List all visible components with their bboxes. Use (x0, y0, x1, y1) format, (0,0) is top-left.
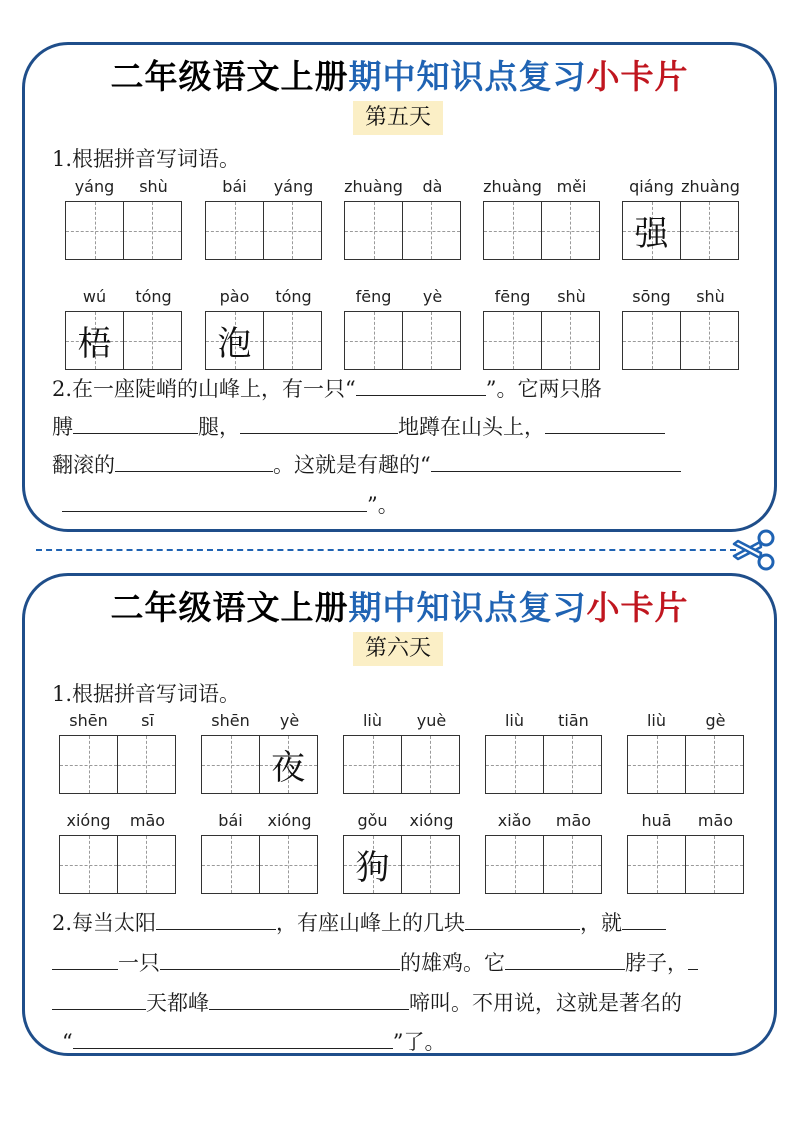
pinyin-text: shēn (69, 711, 108, 730)
pinyin-text: sōng (632, 287, 671, 306)
pinyin-text: shù (696, 287, 725, 306)
writing-cell[interactable] (201, 835, 260, 894)
pinyin-text: xióng (409, 811, 454, 830)
fill-blank[interactable] (545, 408, 665, 434)
fill-blank[interactable] (62, 486, 367, 512)
pinyin-text: liù (646, 711, 667, 730)
card-title: 二年级语文上册期中知识点复习小卡片 (110, 588, 689, 627)
pinyin-text: liù (504, 711, 525, 730)
pinyin-text: sī (141, 711, 154, 730)
pinyin-text: fēng (355, 287, 392, 306)
writing-cell[interactable] (622, 311, 681, 370)
fill-blank[interactable] (465, 904, 580, 930)
writing-cell[interactable] (543, 735, 602, 794)
word-item (201, 809, 319, 899)
writing-cell[interactable] (485, 735, 544, 794)
word-item (205, 175, 323, 265)
pinyin-text: shēn (211, 711, 250, 730)
pinyin-text: xióng (267, 811, 312, 830)
question-1-label: 1.根据拼音写词语。 (52, 147, 241, 171)
writing-cell[interactable] (680, 311, 739, 370)
writing-cell[interactable] (485, 835, 544, 894)
fill-blank[interactable] (115, 446, 273, 472)
pinyin-text: yáng (273, 177, 314, 196)
pinyin-text: xióng (66, 811, 111, 830)
writing-cell[interactable] (627, 735, 686, 794)
writing-cell[interactable] (59, 835, 118, 894)
text-line: “ ”了。 (62, 1023, 446, 1059)
writing-cell[interactable] (65, 201, 124, 260)
fill-blank[interactable] (505, 944, 625, 970)
word-item (343, 809, 461, 899)
writing-cell[interactable] (263, 311, 322, 370)
pinyin-text: yáng (74, 177, 115, 196)
writing-cell[interactable] (483, 201, 542, 260)
writing-cell[interactable] (344, 311, 403, 370)
word-item (627, 709, 745, 799)
word-item (622, 285, 740, 375)
pinyin-text: qiáng (629, 177, 674, 196)
pinyin-text: bái (218, 811, 243, 830)
fill-blank[interactable] (622, 904, 666, 930)
pinyin-text: shù (557, 287, 586, 306)
writing-cell[interactable] (205, 201, 264, 260)
pinyin-text: yuè (416, 711, 447, 730)
review-card-day6 (22, 573, 777, 1056)
word-item (343, 709, 461, 799)
word-item (65, 285, 183, 375)
writing-cell[interactable]: 强 (622, 201, 681, 260)
writing-cell[interactable] (543, 835, 602, 894)
pinyin-text: xiǎo (497, 811, 532, 830)
writing-cell[interactable] (401, 835, 460, 894)
pinyin-text: māo (129, 811, 166, 830)
pinyin-text: tiān (558, 711, 589, 730)
writing-cell[interactable] (402, 311, 461, 370)
text-line: 膊 腿， 地蹲在山头上， (52, 408, 665, 444)
writing-cell[interactable] (401, 735, 460, 794)
pinyin-row-2 (65, 809, 745, 899)
word-item (483, 285, 601, 375)
text-line: ”。 (62, 486, 399, 522)
writing-cell[interactable] (627, 835, 686, 894)
word-item (627, 809, 745, 899)
word-item (344, 175, 462, 265)
word-item (483, 175, 601, 265)
pinyin-text: yè (279, 711, 300, 730)
pinyin-text: gè (705, 711, 726, 730)
fill-blank[interactable] (52, 984, 146, 1010)
pinyin-text: wú (82, 287, 107, 306)
writing-cell[interactable] (541, 311, 600, 370)
pinyin-text: tóng (135, 287, 172, 306)
pinyin-text: māo (555, 811, 592, 830)
word-item (59, 709, 177, 799)
word-item (201, 709, 319, 799)
writing-cell[interactable] (59, 735, 118, 794)
pinyin-row-2 (65, 285, 745, 375)
writing-cell[interactable] (117, 835, 176, 894)
fill-blank[interactable] (73, 408, 198, 434)
writing-cell[interactable] (117, 735, 176, 794)
pinyin-text: tóng (275, 287, 312, 306)
pinyin-row-1 (65, 175, 745, 265)
writing-cell[interactable] (263, 201, 322, 260)
writing-cell[interactable] (483, 311, 542, 370)
pinyin-text: zhuàng (483, 177, 542, 196)
scissors-icon (730, 528, 780, 572)
pinyin-text: zhuàng (681, 177, 740, 196)
cut-line (36, 549, 736, 551)
writing-cell[interactable]: 夜 (259, 735, 318, 794)
writing-cell[interactable] (123, 311, 182, 370)
day-label: 第五天 (353, 101, 443, 135)
pinyin-text: dà (422, 177, 443, 196)
pinyin-text: yè (422, 287, 443, 306)
text-line: 2.在一座陡峭的山峰上，有一只“ ”。它两只胳 (52, 370, 602, 406)
word-item (344, 285, 462, 375)
fill-blank[interactable] (356, 370, 486, 396)
writing-cell[interactable]: 狗 (343, 835, 402, 894)
fill-blank[interactable] (73, 1023, 393, 1049)
fill-blank[interactable] (160, 944, 400, 970)
writing-cell[interactable] (201, 735, 260, 794)
writing-cell[interactable]: 泡 (205, 311, 264, 370)
day-label: 第六天 (353, 632, 443, 666)
pinyin-text: fēng (494, 287, 531, 306)
writing-cell[interactable] (343, 735, 402, 794)
pinyin-text: zhuàng (344, 177, 403, 196)
writing-cell[interactable] (344, 201, 403, 260)
writing-cell[interactable] (680, 201, 739, 260)
pinyin-text: pào (219, 287, 250, 306)
writing-cell[interactable] (402, 201, 461, 260)
question-1-label: 1.根据拼音写词语。 (52, 682, 241, 706)
text-line: 翻滚的 。这就是有趣的“ (52, 446, 681, 482)
word-item (485, 809, 603, 899)
word-item (485, 709, 603, 799)
pinyin-text: huā (641, 811, 672, 830)
word-item (65, 175, 183, 265)
fill-blank[interactable] (52, 944, 118, 970)
word-item (622, 175, 740, 265)
pinyin-text: liù (362, 711, 383, 730)
writing-cell[interactable] (685, 735, 744, 794)
writing-cell[interactable] (685, 835, 744, 894)
text-line: 一只 的雄鸡。它 脖子， (52, 944, 698, 980)
pinyin-text: gǒu (357, 811, 388, 830)
writing-cell[interactable] (541, 201, 600, 260)
fill-blank[interactable] (688, 944, 698, 970)
writing-cell[interactable] (259, 835, 318, 894)
writing-cell[interactable] (123, 201, 182, 260)
text-line: 2.每当太阳 ，有座山峰上的几块 ，就 (52, 904, 666, 940)
fill-blank[interactable] (431, 446, 681, 472)
pinyin-row-1 (65, 709, 745, 799)
text-line: 天都峰 啼叫。不用说，这就是著名的 (52, 984, 682, 1020)
writing-cell[interactable]: 梧 (65, 311, 124, 370)
word-item (205, 285, 323, 375)
fill-blank[interactable] (209, 984, 409, 1010)
pinyin-text: māo (697, 811, 734, 830)
pinyin-text: bái (222, 177, 247, 196)
word-item (59, 809, 177, 899)
pinyin-text: shù (139, 177, 168, 196)
pinyin-text: měi (556, 177, 587, 196)
fill-blank[interactable] (156, 904, 276, 930)
card-title: 二年级语文上册期中知识点复习小卡片 (110, 57, 689, 96)
fill-blank[interactable] (240, 408, 398, 434)
review-card-day5 (22, 42, 777, 532)
